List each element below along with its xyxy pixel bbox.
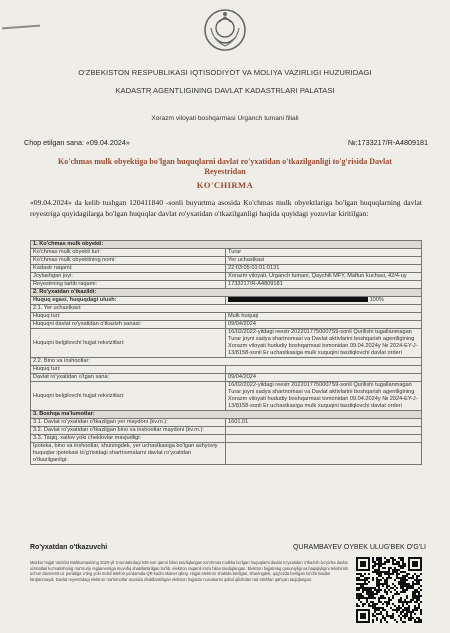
section-2: 2. Ro'yxatdan o'tkazildi: [31,289,422,297]
table-row: Huquq egasi, huquqdagi ulush: 100% [31,297,422,305]
table-row: Reyestrning tartib raqami: 1733217/R-A4809181 [31,281,422,289]
table-row: Ipoteka, bino va inshootlar, shuningdek, yer uchastkasiga bo'lgan ashyoviy huquqlar ipotekasi to'g'risidagi shartnomalarni davlat ro'yxatidan o'tkazilganligi: [31,443,422,465]
section-1: 1. Ko'chmas mulk obyekti: [31,241,422,249]
table-row: 3.1. Davlat ro'yxatidan o'tkazilgan yer maydoni (kv.m.): 1601.01 [31,419,422,427]
table-row: 2.2. Bino va inshootlar: [31,358,422,366]
table-row: Huquq turi: [31,366,422,374]
table-row: Ko'chmas mulk obyekti turi: Turar [31,249,422,257]
redacted-holder [228,297,368,302]
table-row: Ko'chmas mulk obyektining nomi: Yer uchastkasi [31,257,422,265]
agency-header: KADASTR AGENTLIGINING DAVLAT KADASTRLARI PALATASI [115,86,335,95]
print-date: Chop etilgan sana: «09.04.2024» [24,138,130,147]
table-row: Huquqni davlat ro'yxatidan o'tkazish sanasi: 09/04/2024 [31,321,422,329]
holder-share: 100% [369,297,384,303]
registry-table [30,240,422,465]
branch-header: Xorazm viloyati boshqarmasi Urganch tumani filiali [151,115,299,122]
section-3: 3. Boshqa ma'lumotlar: [31,411,422,419]
table-row: Davlat ro'yxatidan o'tgan sana: 09/04/2024 [31,374,422,382]
table-row: 3.3. Taqiq, xatlov yoki cheklovlar mavjudligi: [31,435,422,443]
document-number: №:1733217/R-A4809181 [347,138,428,147]
table-row: Huquqni belgilovchi hujjat rekvizitlari: 16/02/2022-yildagi reestr 2022017750007S9-sonli Qurilishi tugallanmagan Turar joyni sadya shartnomasi va Davlat aktivlarini boshqarish agentligining Xorazm viloyati hududiy boshqarmasi tomonidan 09.04.2024y № 2024-EY-J-13/8158-sonli Er uchastkasiga mulk xuquqini tasdiqlovchi davlat orderi [31,382,422,411]
table-row: Kadastr raqami: 22:03:05:01:01:0131 [31,265,422,273]
registrar-label: Ro'yxatdan o'tkazuvchi [30,544,108,551]
table-row: 3.2. Davlat ro'yxatidan o'tkazilgan bino va inshootlar maydoni (kv.m.): [31,427,422,435]
qr-code-icon[interactable] [356,557,422,623]
table-row: Huquq turi: Mulk huquqi [31,313,422,321]
intro-text: «09.04.2024» da kelib tushgan 120411840 -sonli buyurtma asosida Ko'chmas mulk obyektlariga bo'lgan huquqlarning davlat reyestriga quyidagilarga bo'lgan huquqlar davlat ro'yxatidan o'tkazilganligi haqida quyidagi yozuvlar kiritilgan: [30,198,422,218]
table-row: Joylashgan joyi: Xorazm viloyati, Urganch tumani, Qaychili MFY, Maftun kuchasi, 42/4-uy [31,273,422,281]
table-row: 2.1. Yer uchastkasi: [31,305,422,313]
ministry-header: O'ZBEKISTON RESPUBLIKASI IQTISODIYOT VA MOLIYA VAZIRLIGI HUZURIDAGI [78,68,372,77]
scan-mark [2,25,40,30]
document-title: Ko'chmas mulk obyektiga bo'lgan huquqlarni davlat ro'yxatidan o'tkazilganligi to'g'risida Davlat Reyestridan [58,157,392,176]
footer-note: Mazkur hujjat Vazirlar Mahkamasining 2020-yil 2-sentabrdagi 535-son qarori bilan tasdiqlangan Ko'chmas mulkka bo'lgan huquqlarni davlat ro'yxatidan o'tkazish bo'yicha davlat xizmatlari ko'rsatishning ma'muriy reglamentiga muvofiq shakllantirilgan bo'lib, elektron raqamli imzo bilan tasdiqlangan. Elektron hujjatning qonuniyligi va haqiqiyligini tekshirish uchun davreestr.uz portaliga o'ting yoki mobil telefon yordamida QR-kodni skaner qiling. Hujjat elektron shaklda berilgan, shuningdek, qog'ozda berilgan ko'chirmadan farqlanmaydi. Davlat reyestridagi elektron ma'lumotlar asosida shakllantirilgan elektron hujjatlar nusxalarini qabul qilishdan rad etishlari qat'iyan taqiqlangan. [30,560,348,582]
document-subtitle: KO'CHIRMA [196,180,254,190]
table-row: Huquqni belgilovchi hujjat rekvizitlari: 16/02/2022-yildagi reestr 2022017750007S9-sonli Qurilishi tugallanmagan Turar joyni sadya shartnomasi va Davlat aktivlarini boshqarish agentligining Xorazm viloyati hududiy boshqarmasi tomonidan 09.04.2024y № 2024-EY-J-13/8158-sonli Er uchastkasiga mulk xuquqini tasdiqlovchi davlat orderi [31,329,422,358]
state-emblem-icon [203,8,247,52]
registrar-name: QURAMBAYEV OYBEK ULUG'BEK O'G'LI [292,544,426,551]
